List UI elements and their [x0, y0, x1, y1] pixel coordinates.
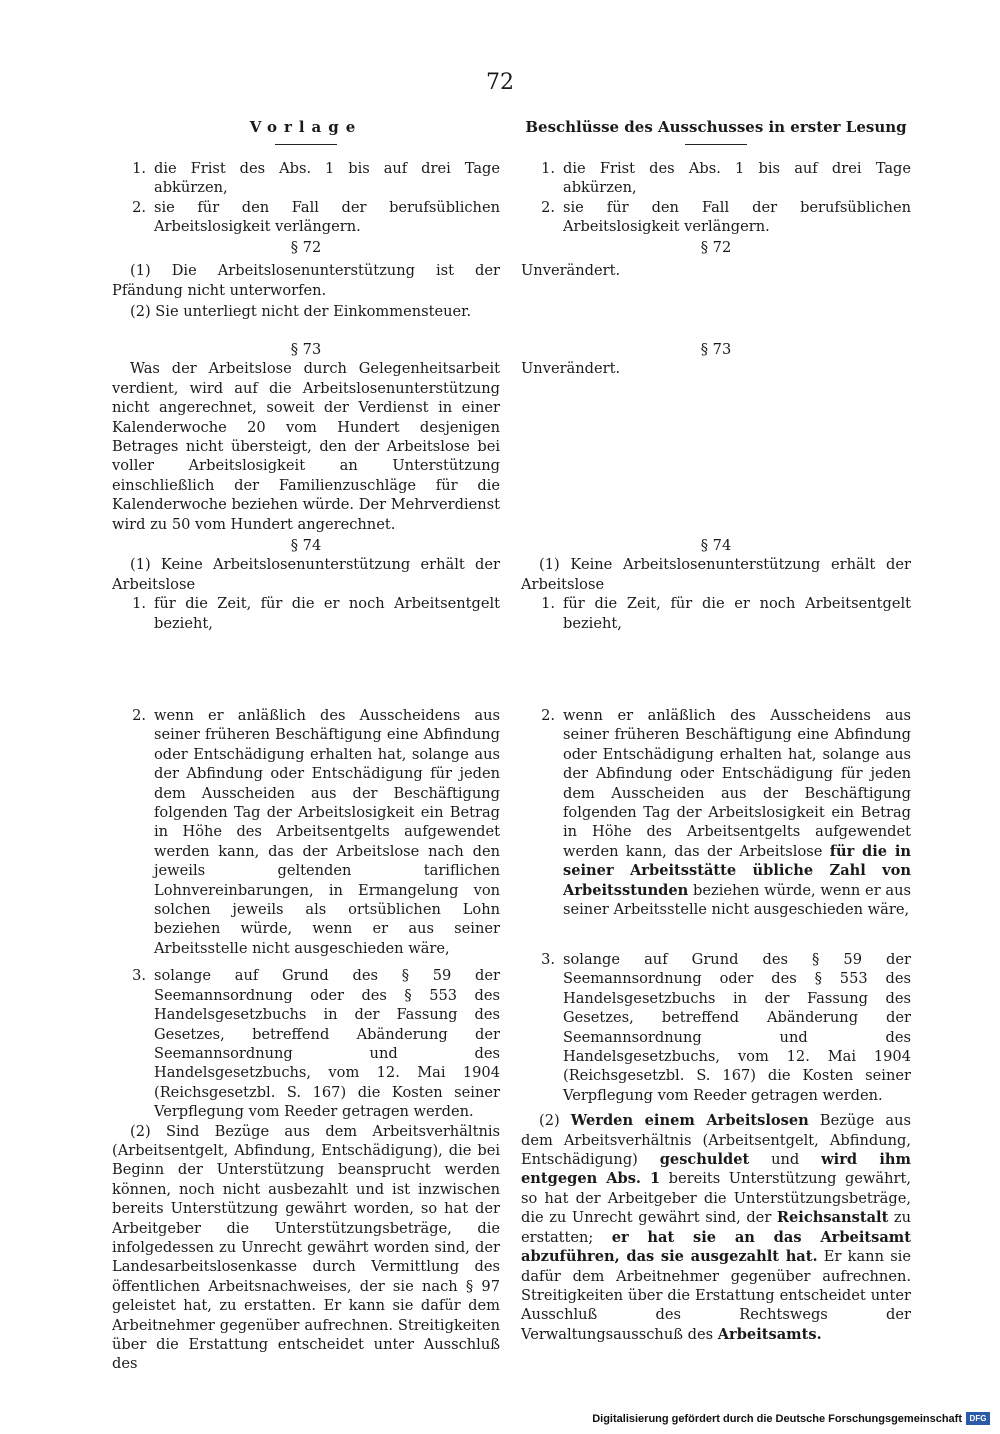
amendment-text: wird ihm entgegen Abs. 1 — [521, 1151, 911, 1188]
paragraph: (1) Keine Arbeitslosenunterstützung erhält der Arbeitslose — [521, 556, 911, 593]
list-item: 1. für die Zeit, für die er noch Arbeitsentgelt bezieht, — [132, 595, 500, 632]
page-number: 72 — [486, 70, 514, 95]
paragraph: (1) Keine Arbeitslosenunterstützung erhält der Arbeitslose — [112, 556, 500, 593]
left-section-74 — [112, 536, 500, 633]
dfg-credit-text: Digitalisierung gefördert durch die Deutsche Forschungsgemeinschaft — [592, 1412, 962, 1425]
amendment-text: geschuldet — [659, 1151, 750, 1169]
section-heading: § 72 — [290, 239, 322, 256]
paragraph: Unverändert. — [521, 360, 621, 378]
left-section-74-cont — [112, 706, 500, 1374]
list-item: 1. die Frist des Abs. 1 bis auf drei Tage abkürzen, — [541, 160, 911, 197]
list-item: 3. solange auf Grund des § 59 der Seemannsordnung oder des § 553 des Handelsgesetzbuchs in der Fassung des Gesetzes, betreffend Abänderung der Seemannsordnung und des Handelsgesetzbuchs, vom 12. Mai 1904 (Reichsgesetzbl. S. 167) die Kosten seiner Verpflegung vom Reeder getragen werden. — [132, 967, 500, 1121]
amendment-text: Werden einem Arbeitslosen — [570, 1112, 809, 1130]
left-section-73 — [112, 340, 500, 534]
amendment-text: er hat sie an das Arbeitsamt abzuführen, das sie ausgezahlt hat. — [521, 1228, 911, 1266]
left-column — [112, 118, 500, 1373]
list-item: 2. sie für den Fall der berufsüblichen Arbeitslosigkeit verlängern. — [132, 198, 500, 236]
amendment-text: Arbeitsamts. — [717, 1325, 822, 1343]
right-section-74-item3 — [521, 950, 911, 1344]
right-heading-rule — [685, 144, 747, 145]
paragraph: (2) Sie unterliegt nicht der Einkommensteuer. — [130, 303, 472, 321]
section-heading: § 73 — [290, 341, 322, 358]
list-item: 1. die Frist des Abs. 1 bis auf drei Tage abkürzen, — [132, 160, 500, 197]
section-heading: § 74 — [290, 537, 322, 554]
right-section-74 — [521, 536, 911, 633]
dfg-credit — [592, 1412, 990, 1425]
left-heading-rule — [275, 144, 337, 145]
paragraph: (1) Die Arbeitslosenunterstützung ist der Pfändung nicht unterworfen. — [112, 262, 500, 299]
list-item: 1. für die Zeit, für die er noch Arbeitsentgelt bezieht, — [541, 595, 911, 632]
right-section-74-cont — [521, 706, 911, 919]
right-column — [521, 118, 912, 1343]
section-heading: § 73 — [700, 341, 732, 358]
dfg-logo: DFG — [966, 1412, 990, 1425]
paragraph: Unverändert. — [521, 262, 621, 280]
left-column-heading: Vorlage — [249, 118, 363, 136]
amendment-text: für die in seiner Arbeitsstätte übliche Zahl von Arbeitsstunden — [563, 842, 911, 899]
amendment-text: Reichsanstalt — [776, 1209, 889, 1227]
list-item: 2. sie für den Fall der berufsüblichen Arbeitslosigkeit verlängern. — [541, 198, 911, 236]
list-item: 2. wenn er anläßlich des Ausscheidens aus seiner früheren Beschäftigung eine Abfindung oder Entschädigung erhalten hat, solange aus der Abfindung oder Entschädigung für jeden dem Ausscheiden aus der Beschäftigung folgenden Tag der Arbeitslosigkeit ein Betrag in Höhe des Arbeitsentgelts aufgewendet werden kann, das der Arbeitslose nach den jeweils geltenden tariflichen Lohnvereinbarungen, in Ermangelung von solchen jeweils als ortsüblichen Lohn beziehen würde, wenn er aus seiner Arbeitsstelle nicht ausgeschieden wäre, — [132, 707, 500, 957]
left-section-72 — [112, 238, 500, 322]
section-heading: § 74 — [700, 537, 732, 554]
right-section-73 — [521, 340, 911, 379]
paragraph: (2) Sind Bezüge aus dem Arbeitsverhältnis (Arbeitsentgelt, Abfindung, Entschädigung), die bei Beginn der Unterstützung beansprucht werden können, noch nicht ausbezahlt und ist inzwischen bereits Unterstützung gewährt worden, so hat der Arbeitgeber die Unterstützungsbeträge, die infolgedessen zu Unrecht gewährt worden sind, der Landesarbeitslosenkasse durch Vermittlung des öffentlichen Arbeitsnachweises, der sie nach § 97 geleistet hat, zu erstatten. Er kann sie dafür dem Arbeitnehmer gegenüber aufrechnen. Streitigkeiten über die Erstattung entscheidet unter Ausschluß des — [112, 1122, 500, 1373]
right-section-72 — [521, 238, 911, 281]
list-item: 2. wenn er anläßlich des Ausscheidens aus seiner früheren Beschäftigung eine Abfindung oder Entschädigung erhalten hat, solange aus der Abfindung oder Entschädigung für jeden dem Ausscheiden aus der Beschäftigung folgenden Tag der Arbeitslosigkeit ein Betrag in Höhe des Arbeitsentgelts aufgewendet werden kann, das der Arbeitslose für die in seiner Arbeitsstätte übliche Zahl von Arbeitsstunden beziehen würde, wenn er aus seiner Arbeitsstelle nicht ausgeschieden wäre, — [541, 707, 911, 919]
paragraph: Was der Arbeitslose durch Gelegenheitsarbeit verdient, wird auf die Arbeitslosenunterstützung nicht angerechnet, soweit der Verdienst in einer Kalenderwoche 20 vom Hundert desjenigen Betrages nicht übersteigt, den der Arbeitslose bei voller Arbeitslosigkeit an Unterstützung einschließlich der Familienzuschläge für die Kalenderwoche beziehen würde. Der Mehrverdienst wird zu 50 vom Hundert angerechnet. — [112, 360, 500, 533]
section-heading: § 72 — [700, 239, 732, 256]
list-item: 3. solange auf Grund des § 59 der Seemannsordnung oder des § 553 des Handelsgesetzbuchs in der Fassung des Gesetzes, betreffend Abänderung der Seemannsordnung und des Handelsgesetzbuchs, vom 12. Mai 1904 (Reichsgesetzbl. S. 167) die Kosten seiner Verpflegung vom Reeder getragen werden. — [541, 951, 911, 1104]
right-column-heading: Beschlüsse des Ausschusses in erster Lesung — [525, 118, 907, 136]
paragraph: (2) Werden einem Arbeitslosen Bezüge aus dem Arbeitsverhältnis (Arbeitsentgelt, Abfindung, Entschädigung) geschuldet und wird ihm entgegen Abs. 1 bereits Unterstützung gewährt, so hat der Arbeitgeber die Unterstützungsbeträge, die zu Unrecht gewährt sind, der Reichsanstalt zu erstatten; er hat sie an das Arbeitsamt abzuführen, das sie ausgezahlt hat. Er kann sie dafür dem Arbeitnehmer gegenüber aufrechnen. Streitigkeiten über die Erstattung entscheidet unter Ausschluß des Rechtswegs der Verwaltungsausschuß des Arbeitsamts. — [521, 1112, 912, 1343]
